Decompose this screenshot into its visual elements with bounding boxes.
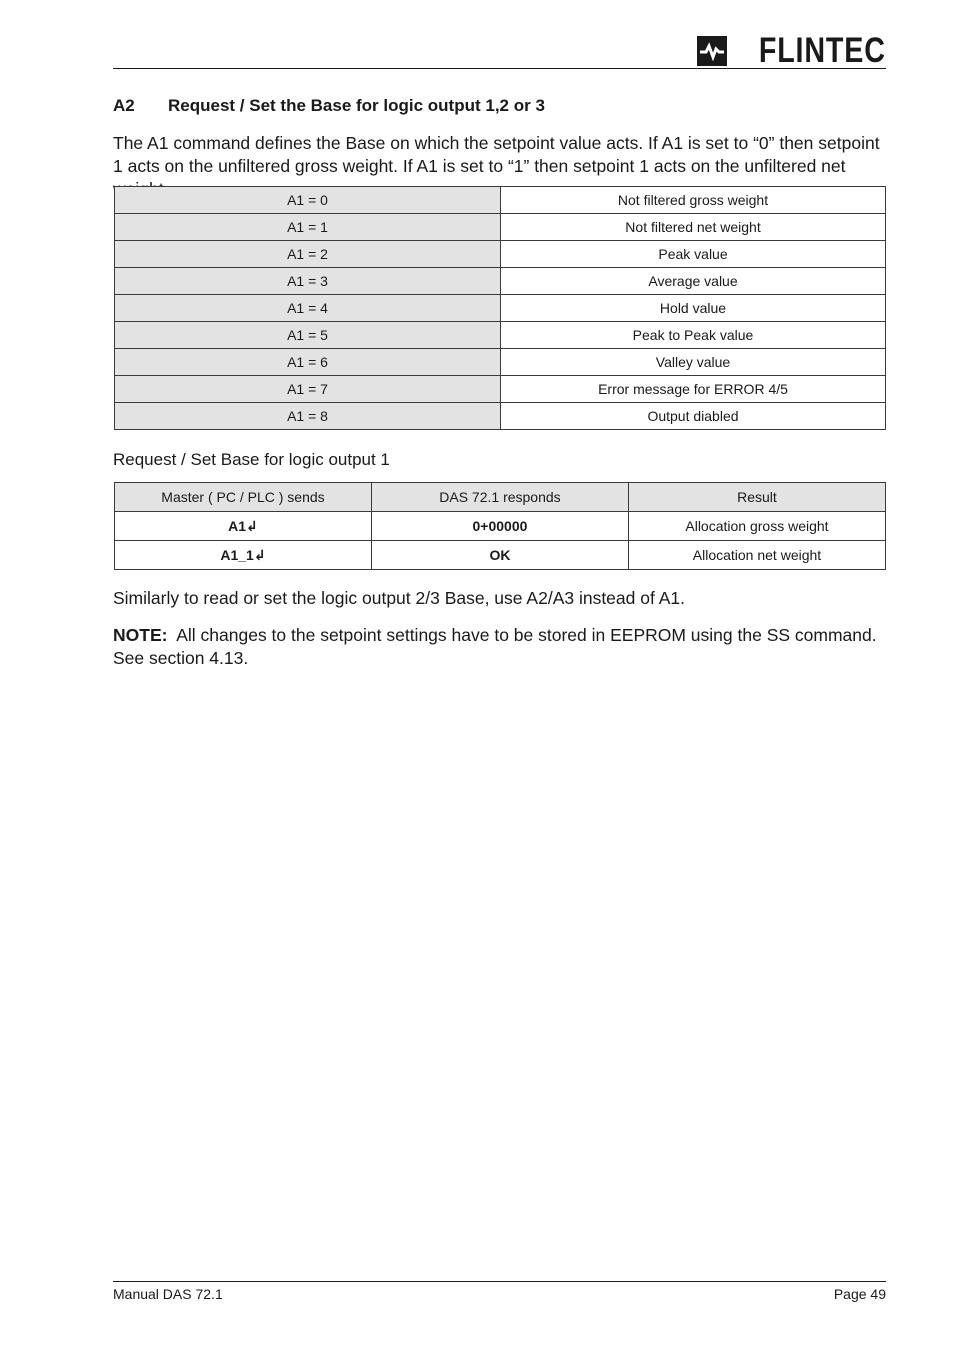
column-header-sends: Master ( PC / PLC ) sends	[115, 483, 372, 512]
base-meaning-cell: Error message for ERROR 4/5	[501, 376, 886, 403]
base-code-cell: A1 = 4	[115, 295, 501, 322]
table-row	[115, 376, 886, 403]
footer-rule	[113, 1281, 886, 1282]
base-meaning-cell: Not filtered net weight	[501, 214, 886, 241]
brand-logo	[697, 31, 886, 70]
similar-paragraph: Similarly to read or set the logic output 2/3 Base, use A2/A3 instead of A1.	[113, 588, 686, 608]
base-code-cell: A1 = 6	[115, 349, 501, 376]
table-row	[115, 403, 886, 430]
table-header-row	[115, 483, 886, 512]
sends-cell: A1_1↲	[115, 541, 372, 570]
result-cell: Allocation gross weight	[628, 512, 885, 541]
table-row	[115, 187, 886, 214]
logo-text: FLINTEC	[759, 31, 886, 70]
sends-cell: A1↲	[115, 512, 372, 541]
table-row	[115, 241, 886, 268]
base-code-cell: A1 = 0	[115, 187, 501, 214]
base-code-cell: A1 = 8	[115, 403, 501, 430]
base-table	[114, 186, 886, 430]
table-row	[115, 268, 886, 295]
table-row	[115, 295, 886, 322]
note-text: All changes to the setpoint settings have to be stored in EEPROM using the SS command. See section 4.13.	[113, 625, 877, 668]
base-meaning-cell: Peak value	[501, 241, 886, 268]
base-meaning-cell: Peak to Peak value	[501, 322, 886, 349]
intro-paragraph: The A1 command defines the Base on which the setpoint value acts. If A1 is set to “0” then setpoint 1 acts on the unfiltered gross weight. If A1 is set to “1” then setpoint 1 acts on the unfiltered net	[113, 133, 880, 176]
base-code-cell: A1 = 3	[115, 268, 501, 295]
column-header-result: Result	[628, 483, 885, 512]
command-table	[114, 482, 886, 570]
base-code-cell: A1 = 5	[115, 322, 501, 349]
base-code-cell: A1 = 7	[115, 376, 501, 403]
table-row	[115, 512, 886, 541]
section-heading	[113, 96, 545, 116]
section-number: A2	[113, 96, 135, 115]
base-meaning-cell: Output diabled	[501, 403, 886, 430]
responds-cell: OK	[371, 541, 628, 570]
table-row	[115, 214, 886, 241]
table-row	[115, 349, 886, 376]
header-rule	[113, 68, 886, 69]
column-header-responds: DAS 72.1 responds	[371, 483, 628, 512]
section-title: Request / Set the Base for logic output 1,2 or 3	[168, 96, 545, 115]
note-paragraph	[113, 624, 893, 670]
base-meaning-cell: Valley value	[501, 349, 886, 376]
responds-cell: 0+00000	[371, 512, 628, 541]
command-caption: Request / Set Base for logic output 1	[113, 450, 390, 469]
footer-page-number: Page 49	[833, 1286, 886, 1302]
base-code-cell: A1 = 2	[115, 241, 501, 268]
table-row	[115, 541, 886, 570]
note-label: NOTE:	[113, 625, 168, 645]
base-code-cell: A1 = 1	[115, 214, 501, 241]
result-cell: Allocation net weight	[628, 541, 885, 570]
base-meaning-cell: Average value	[501, 268, 886, 295]
table-row	[115, 322, 886, 349]
flintec-wave-icon	[697, 36, 727, 66]
base-meaning-cell: Hold value	[501, 295, 886, 322]
base-meaning-cell: Not filtered gross weight	[501, 187, 886, 214]
footer-manual-title: Manual DAS 72.1	[113, 1286, 223, 1302]
